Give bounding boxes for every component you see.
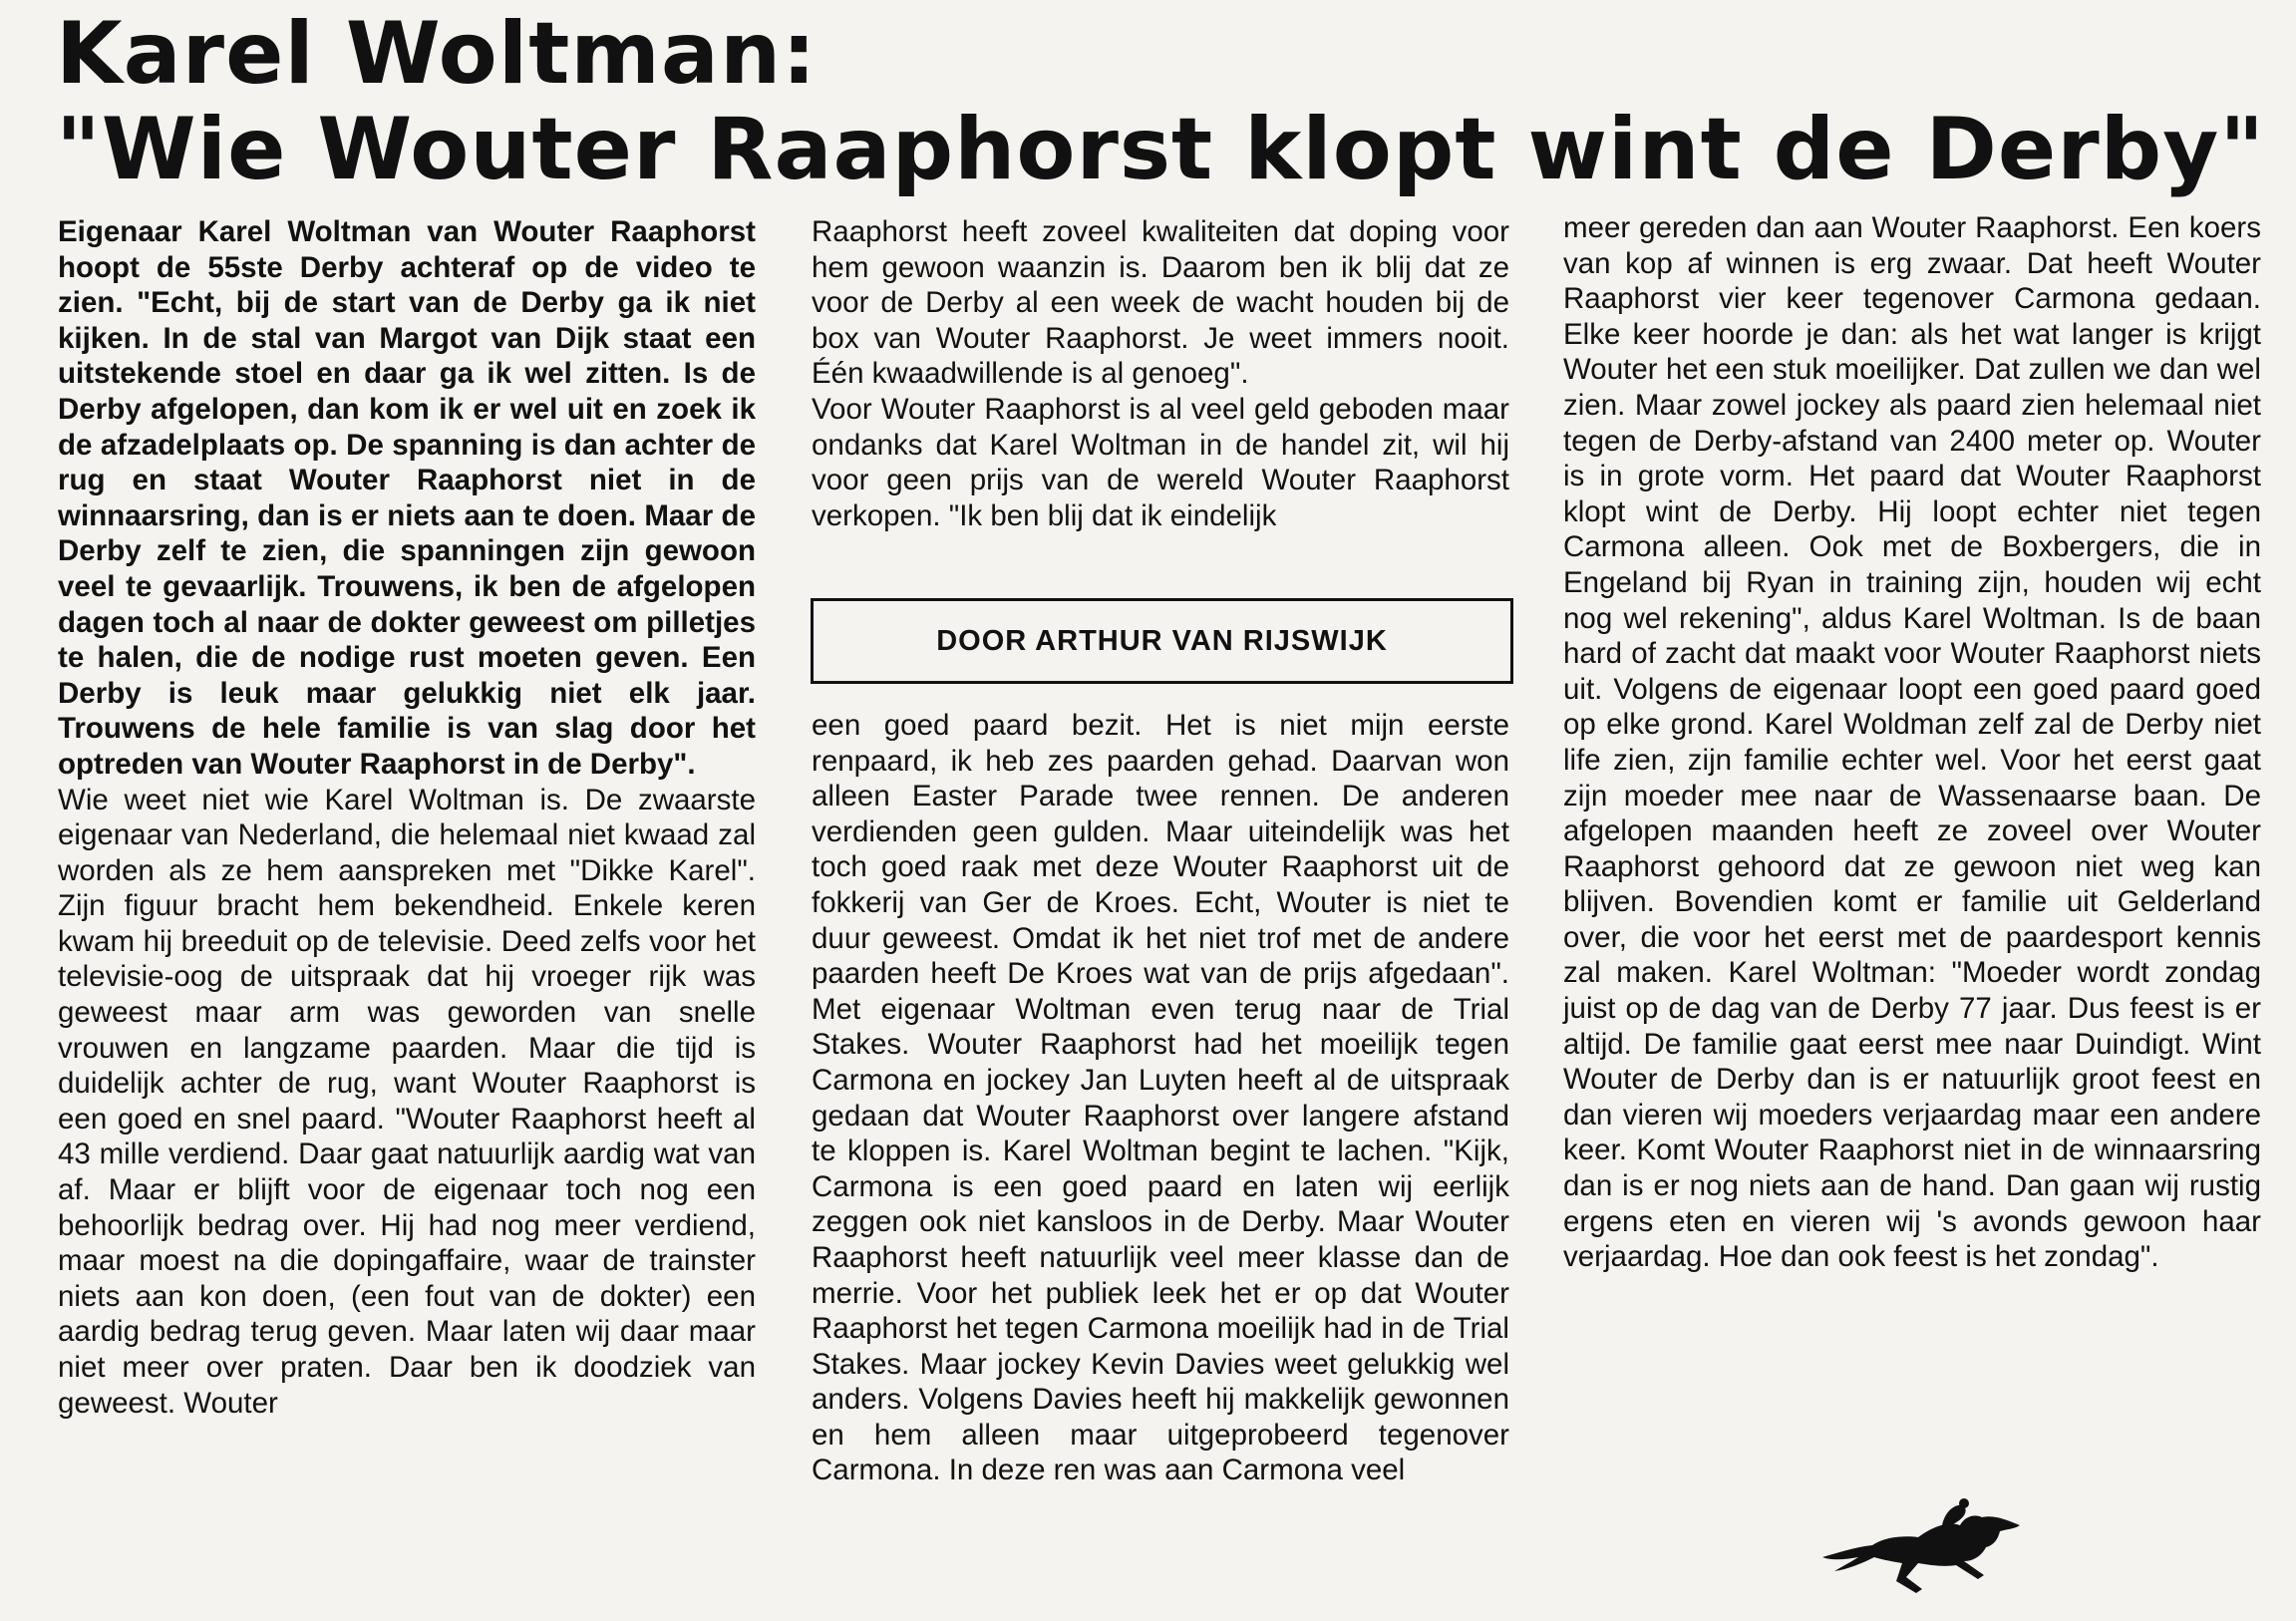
racehorse-jockey-icon — [1814, 1495, 2034, 1595]
byline-text: DOOR ARTHUR VAN RIJSWIJK — [936, 624, 1388, 657]
body-paragraph-4: een goed paard bezit. Het is niet mijn eerste renpaard, ik heb zes paarden gehad. Daarvan won alleen Easter Parade twee rennen. De anderen verdienden geen gulden. Maar uiteindelijk was het toch goed raak met deze Wouter Raaphorst uit de fokkerij van Ger de Kroes. Echt, Wouter is niet te duur geweest. Omdat ik het niet trof met de andere paarden heeft De Kroes wat van de prijs afgedaan". Met eigenaar Woltman even terug naar de Trial Stakes. Wouter Raaphorst had het moeilijk tegen Carmona en jockey Jan Luyten heeft al de uitspraak gedaan dat Wouter Raaphorst over langere afstand te kloppen is. Karel Woltman begint te lachen. "Kijk, Carmona is een goed paard en laten wij eerlijk zeggen ook niet kansloos in de Derby. Maar Wouter Raaphorst heeft natuurlijk veel meer klasse dan de merrie. Voor het publiek leek het er op dat Wouter Raaphorst het tegen Carmona moeilijk had in de Trial Stakes. Maar jockey Kevin Davies weet gelukkig wel anders. Volgens Davies heeft hij makkelijk gewonnen en hem alleen maar uitgeprobeerd tegenover Carmona. In deze ren was aan Carmona veel — [812, 709, 1509, 1487]
lead-paragraph: Eigenaar Karel Woltman van Wouter Raaphorst hoopt de 55ste Derby achteraf op de video te zien. "Echt, bij de start van de Derby ga ik niet kijken. In de stal van Margot van Dijk staat een uitstekende stoel en daar ga ik wel zitten. Is de Derby afgelopen, dan kom ik er wel uit en zoek ik de afzadelplaats op. De spanning is dan achter de rug en staat Wouter Raaphorst niet in de winnaarsring, dan is er niets aan te doen. Maar de Derby zelf te zien, die spanningen zijn gewoon veel te gevaarlijk. Trouwens, ik ben de afgelopen dagen toch al naar de dokter geweest om pilletjes te halen, die de nodige rust moeten geven. Een Derby is leuk maar gelukkig niet elk jaar. Trouwens de hele familie is van slag door het optreden van Wouter Raaphorst in de Derby". — [58, 215, 756, 781]
article-title — [56, 4, 2266, 199]
body-paragraph-3: Voor Wouter Raaphorst is al veel geld geboden maar ondanks dat Karel Woltman in de handel zit, wil hij voor geen prijs van de wereld Wouter Raaphorst verkopen. "Ik ben blij dat ik eindelijk — [812, 392, 1509, 532]
body-paragraph-1: Wie weet niet wie Karel Woltman is. De zwaarste eigenaar van Nederland, die helemaal niet kwaad zal worden als ze hem aanspreken met "Dikke Karel". Zijn figuur bracht hem bekendheid. Enkele keren kwam hij breeduit op de televisie. Deed zelfs voor het televisie-oog de uitspraak dat hij vroeger rijk was geweest maar arm was geworden van snelle vrouwen en langzame paarden. Maar die tijd is duidelijk achter de rug, want Wouter Raaphorst is een goed en snel paard. "Wouter Raaphorst heeft al 43 mille verdiend. Daar gaat natuurlijk aardig wat van af. Maar er blijft voor de eigenaar toch nog een behoorlijk bedrag over. Hij had nog meer verdiend, maar moest na die dopingaffaire, waar de trainster niets aan kon doen, (een fout van de dokter) een aardig bedrag terug geven. Maar laten wij daar maar niet meer over praten. Daar ben ik doodziek van geweest. Wouter — [58, 783, 756, 1420]
title-line-1: Karel Woltman: — [56, 4, 818, 104]
body-paragraph-2: Raaphorst heeft zoveel kwaliteiten dat doping voor hem gewoon waanzin is. Daarom ben ik blij dat ze voor de Derby al een week de wacht houden bij de box van Wouter Raaphorst. Je weet immers nooit. Één kwaadwillende is al genoeg". — [812, 215, 1509, 391]
title-line-2: "Wie Wouter Raaphorst klopt wint de Derby" — [56, 100, 2266, 199]
column-2-bottom — [812, 708, 1509, 1488]
byline-box — [811, 598, 1513, 684]
body-paragraph-5: meer gereden dan aan Wouter Raaphorst. Een koers van kop af winnen is erg zwaar. Dat heeft Wouter Raaphorst vier keer tegenover Carmona gedaan. Elke keer hoorde je dan: als het wat langer is krijgt Wouter het een stuk moeilijker. Dat zullen we dan wel zien. Maar zowel jockey als paard zien helemaal niet tegen de Derby-afstand van 2400 meter op. Wouter is in grote vorm. Het paard dat Wouter Raaphorst klopt wint de Derby. Hij loopt echter niet tegen Carmona alleen. Ook met de Boxbergers, die in Engeland bij Ryan in training zijn, houden wij echt nog wel rekening", aldus Karel Woltman. Is de baan hard of zacht dat maakt voor Wouter Raaphorst niets uit. Volgens de eigenaar loopt een goed paard goed op elke grond. Karel Woldman zelf zal de Derby niet life zien, zijn familie echter wel. Voor het eerst gaat zijn moeder mee naar de Wassenaarse baan. De afgelopen maanden heeft ze zoveel over Wouter Raaphorst gehoord dat ze gewoon niet weg kan blijven. Bovendien komt er familie uit Gelderland over, die voor het eerst met de paardesport kennis zal maken. Karel Woltman: "Moeder wordt zondag juist op de dag van de Derby 77 jaar. Dus feest is er altijd. De familie gaat eerst mee naar Duindigt. Wint Wouter de Derby dan is er natuurlijk groot feest en dan vieren wij moeders verjaardag maar een andere keer. Komt Wouter Raaphorst niet in de winnaarsring dan is er nog niets aan de hand. Dan gaan wij rustig ergens eten en vieren wij 's avonds gewoon haar verjaardag. Hoe dan ook feest is het zondag". — [1563, 211, 2261, 1274]
column-3 — [1563, 210, 2261, 1275]
column-2-top — [812, 214, 1509, 533]
column-1 — [58, 214, 756, 1421]
